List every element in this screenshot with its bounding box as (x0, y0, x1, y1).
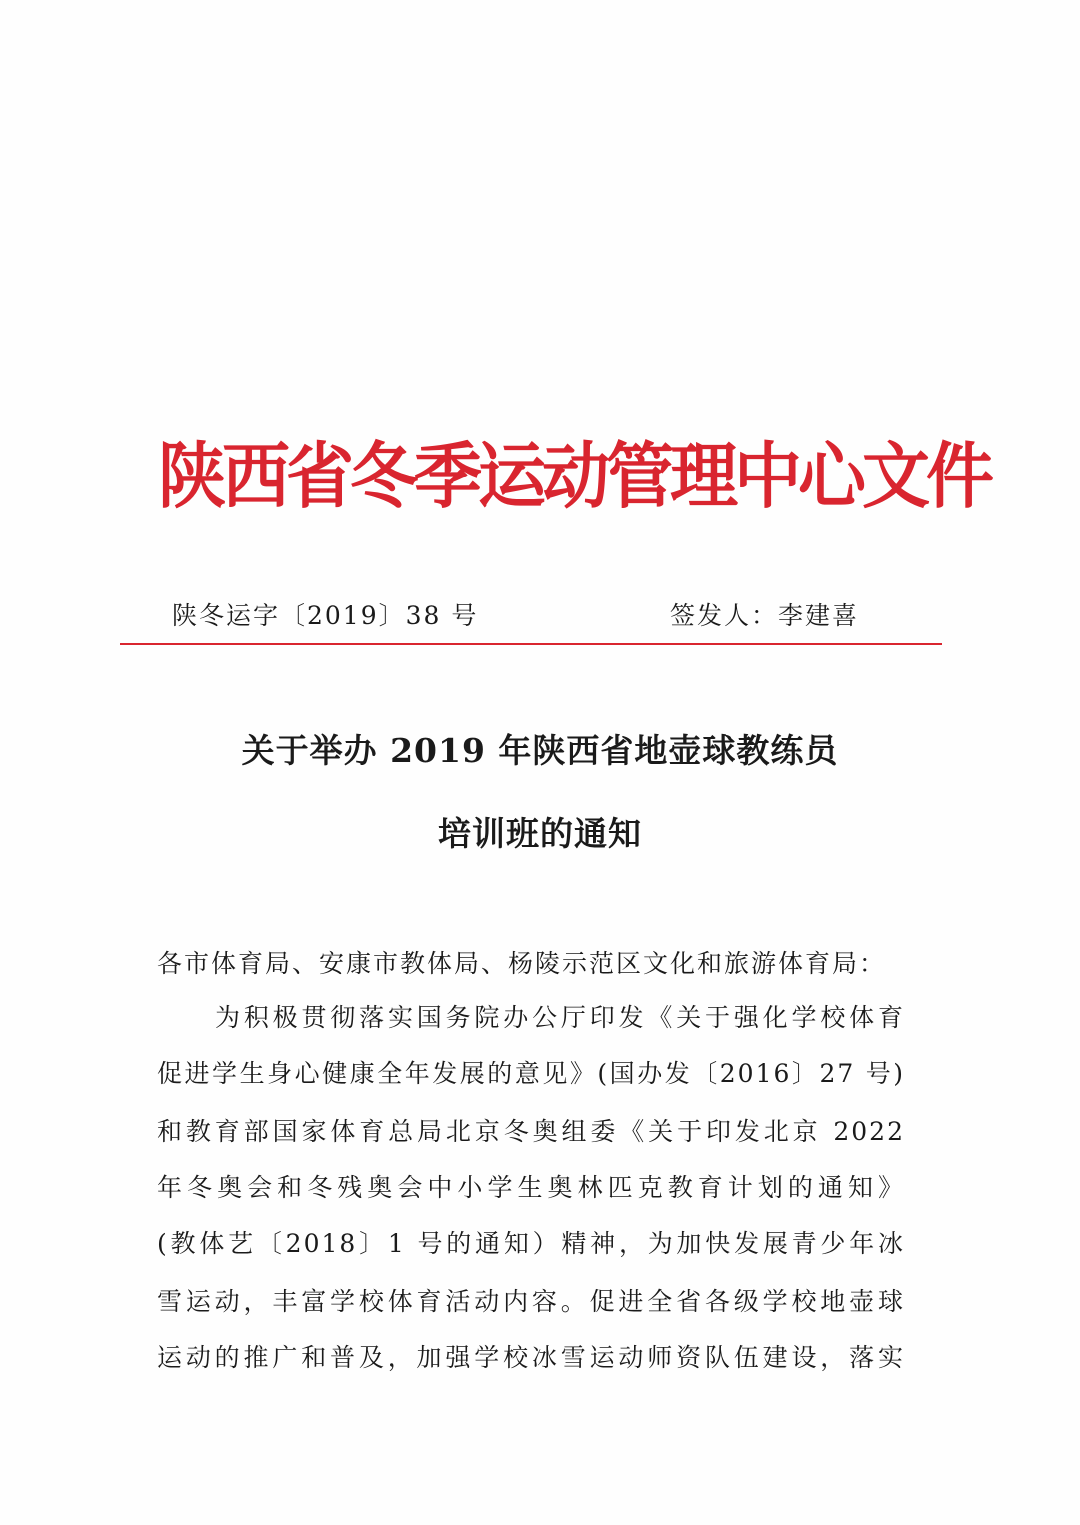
document-number: 陕冬运字〔2019〕38 号 (172, 601, 479, 630)
body-line: 促进学生身心健康全年发展的意见》(国办发〔2016〕27 号) (157, 1059, 905, 1088)
body-line: 雪运动，丰富学校体育活动内容。促进全省各级学校地壶球 (157, 1287, 905, 1316)
body-line: 和教育部国家体育总局北京冬奥组委《关于印发北京 2022 (157, 1117, 905, 1146)
red-divider (120, 643, 942, 645)
body-line: 年冬奥会和冬残奥会中小学生奥林匹克教育计划的通知》 (157, 1173, 905, 1202)
notice-title-line-2: 培训班的通知 (438, 814, 642, 853)
body-line: (教体艺〔2018〕1 号的通知）精神，为加快发展青少年冰 (157, 1229, 905, 1258)
masthead-title: 陕西省冬季运动管理中心文件 (158, 436, 991, 519)
salutation: 各市体育局、安康市教体局、杨陵示范区文化和旅游体育局： (157, 949, 887, 978)
body-line: 运动的推广和普及，加强学校冰雪运动师资队伍建设，落实 (157, 1343, 905, 1372)
signer: 签发人：李建喜 (670, 601, 860, 630)
body-line: 为积极贯彻落实国务院办公厅印发《关于强化学校体育 (215, 1003, 905, 1032)
notice-title-line-1: 关于举办 2019 年陕西省地壶球教练员 (241, 731, 839, 770)
